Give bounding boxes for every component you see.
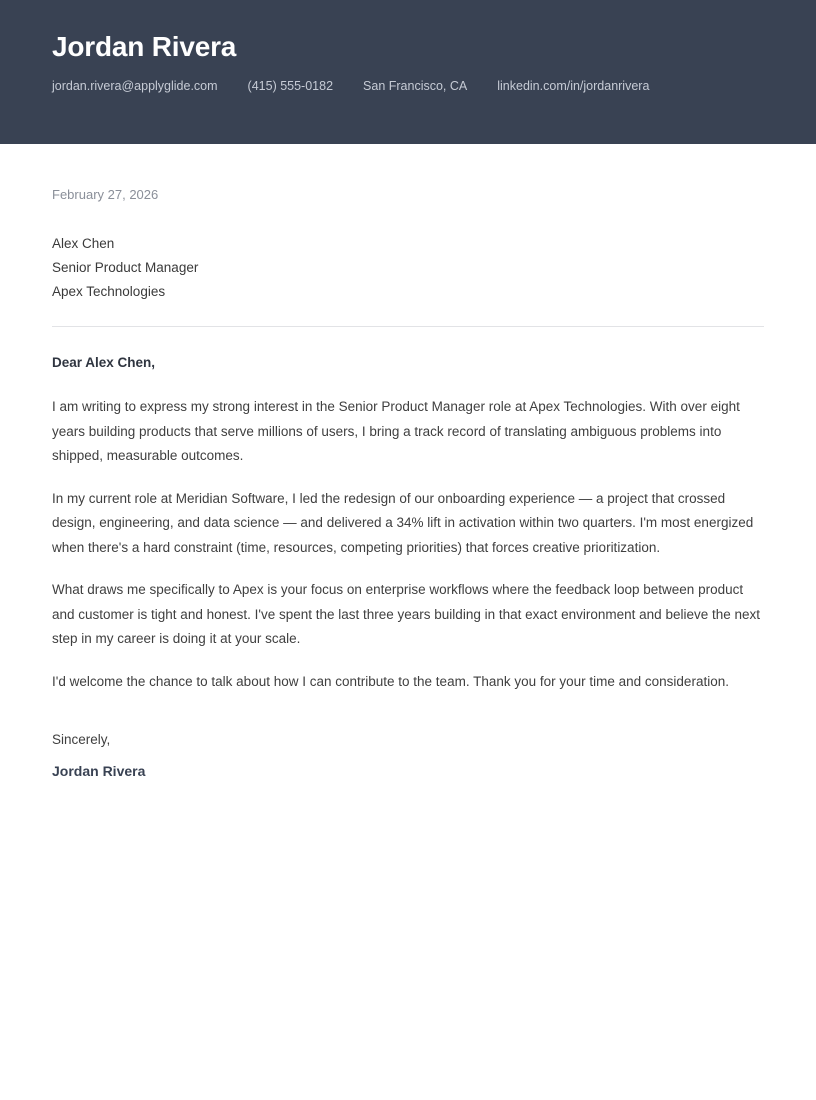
recipient-address-block <box>52 232 764 304</box>
contact-location: San Francisco, CA <box>363 78 468 93</box>
contact-linkedin[interactable]: linkedin.com/in/jordanrivera <box>497 78 650 93</box>
recipient-name: Alex Chen <box>52 236 115 252</box>
signature-name: Jordan Rivera <box>52 762 146 779</box>
signature-block <box>52 728 764 782</box>
page-title: Jordan Rivera <box>52 31 237 62</box>
recipient-title: Senior Product Manager <box>52 260 199 276</box>
salutation: Dear Alex Chen, <box>52 355 156 371</box>
contact-email[interactable]: jordan.rivera@applyglide.com <box>52 78 218 93</box>
letter-paragraph-2: In my current role at Meridian Software, I led the redesign of our onboarding experience — a project that crossed design, engineering, and data science — and delivered a 34% lift in activation within two quarters. I'm most energized when there's a hard constraint (time, resources, competing priorities) that forces creative prioritization. <box>52 490 754 555</box>
letter-date: February 27, 2026 <box>52 187 159 202</box>
letterhead-banner <box>0 0 816 144</box>
contact-info-row <box>52 78 764 94</box>
contact-phone[interactable]: (415) 555-0182 <box>247 78 334 93</box>
recipient-company: Apex Technologies <box>52 284 166 300</box>
closing-salutation: Sincerely, <box>52 732 111 748</box>
letter-body <box>0 144 816 782</box>
letter-paragraph-1: I am writing to express my strong interest in the Senior Product Manager role at Apex Technologies. With over eight years building products that serve millions of users, I bring a track record of translating ambiguous problems into shipped, measurable outcomes. <box>52 399 740 464</box>
letter-paragraph-4: I'd welcome the chance to talk about how I can contribute to the team. Thank you for your time and consideration. <box>52 673 729 689</box>
section-divider <box>52 326 764 327</box>
letter-paragraph-3: What draws me specifically to Apex is your focus on enterprise workflows where the feedback loop between product and customer is tight and honest. I've spent the last three years building in that exact environment and believe the next step in my career is doing it at your scale. <box>52 582 761 647</box>
